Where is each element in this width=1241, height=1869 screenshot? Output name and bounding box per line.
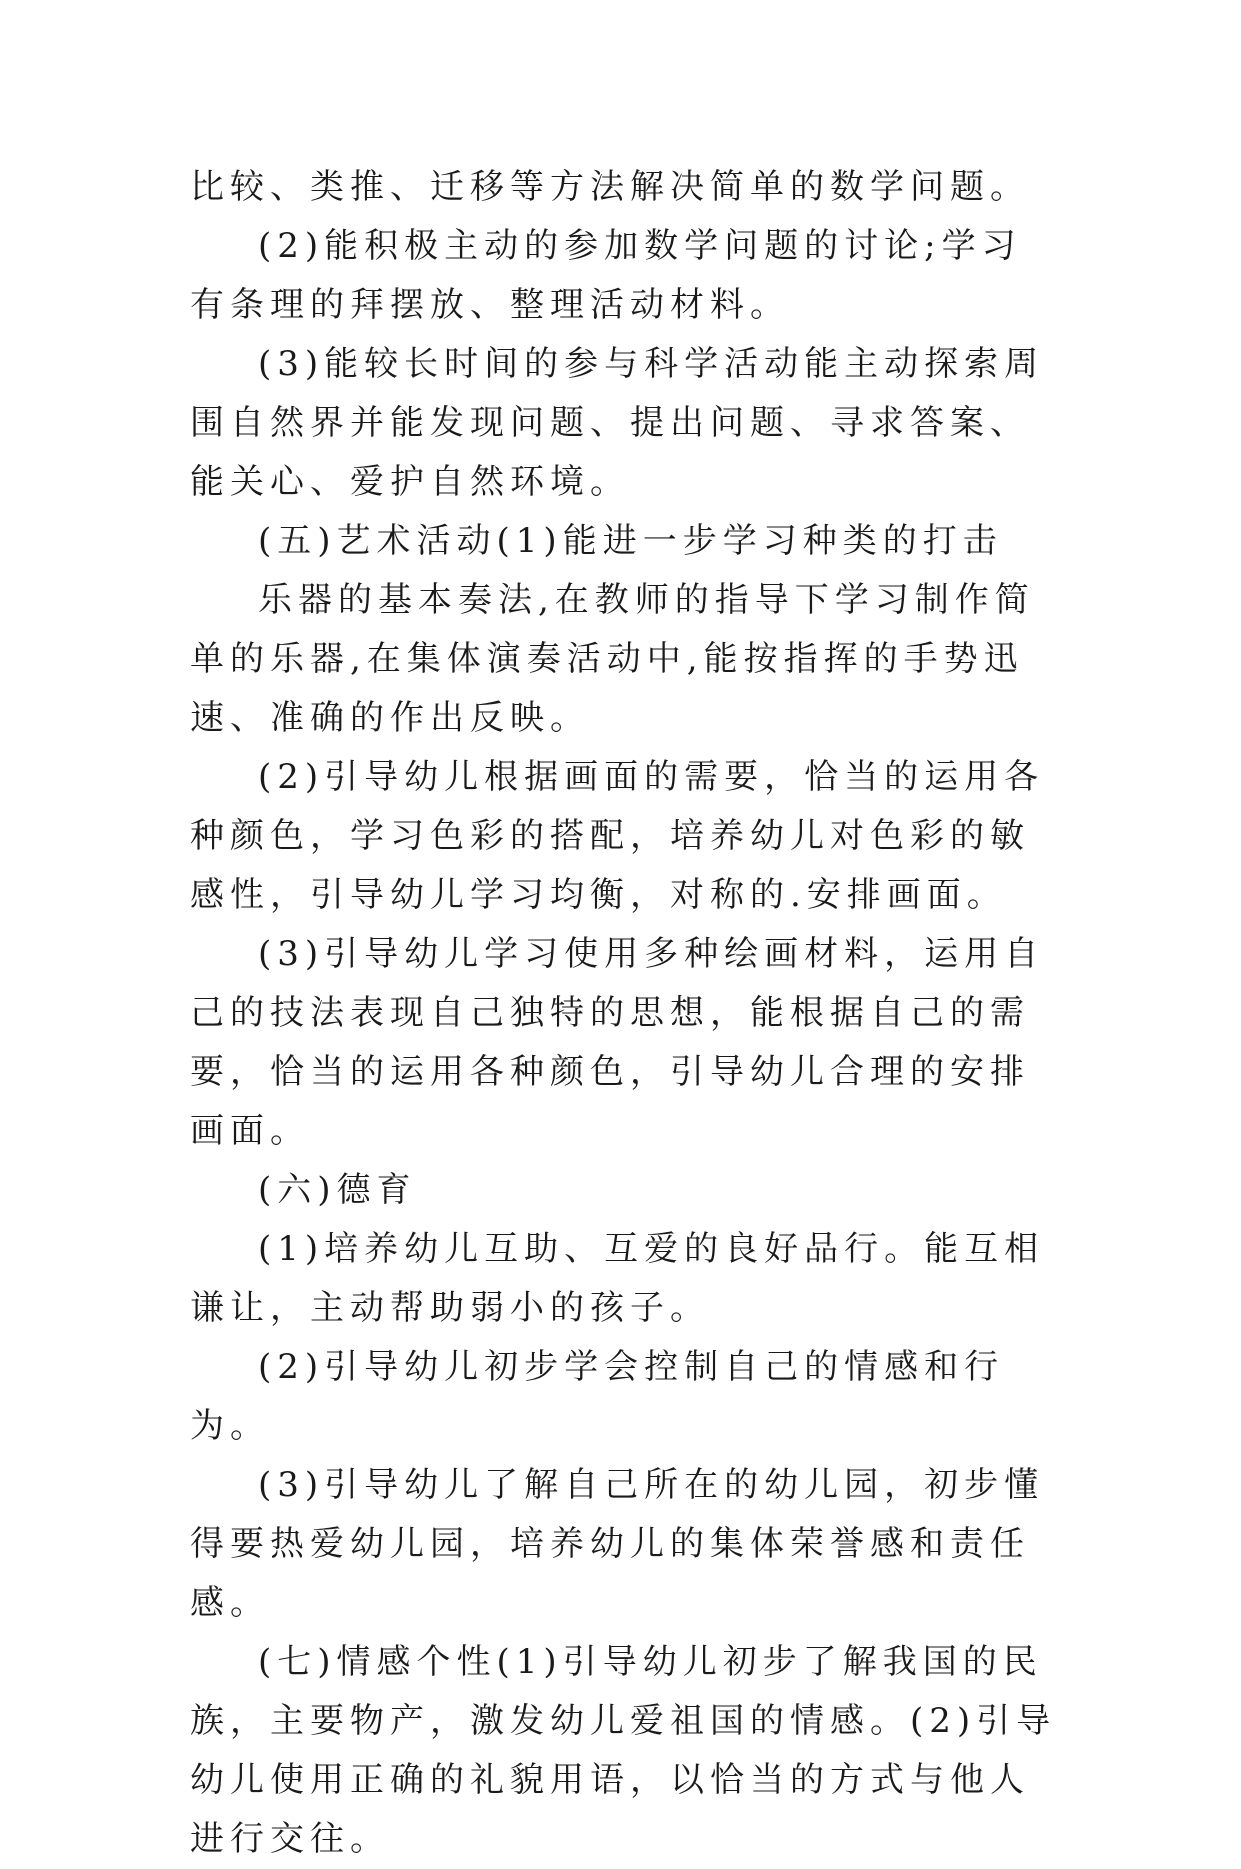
document-body: [190, 158, 1060, 1869]
paragraph-math-discussion: (2)能积极主动的参加数学问题的讨论;学习有条理的拜摆放、整理活动材料。: [190, 226, 1022, 325]
paragraph-self-control: (2)引导幼儿初步学会控制自己的情感和行为。: [190, 1347, 1005, 1446]
heading-moral-education: (六)德育: [258, 1170, 417, 1210]
paragraph-emotion-personality: (七)情感个性(1)引导幼儿初步了解我国的民族，主要物产，激发幼儿爱祖国的情感。(2)引导幼儿使用正确的礼貌用语，以恰当的方式与他人进行交往。: [190, 1642, 1057, 1859]
paragraph-instrument-playing: 乐器的基本奏法,在教师的指导下学习制作简单的乐器,在集体演奏活动中,能按指挥的手势迅速、准确的作出反映。: [190, 580, 1035, 738]
paragraph-science-activity: (3)能较长时间的参与科学活动能主动探索周围自然界并能发现问题、提出问题、寻求答案、能关心、爱护自然环境。: [190, 344, 1045, 502]
paragraph-kindergarten-love: (3)引导幼儿了解自己所在的幼儿园，初步懂得要热爱幼儿园，培养幼儿的集体荣誉感和责任感。: [190, 1465, 1045, 1623]
paragraph-color-use: (2)引导幼儿根据画面的需要，恰当的运用各种颜色，学习色彩的搭配，培养幼儿对色彩的敏感性，引导幼儿学习均衡，对称的.安排画面。: [190, 757, 1045, 915]
paragraph-math-methods: 比较、类推、迁移等方法解决简单的数学问题。: [190, 167, 1030, 207]
heading-art-activity: (五)艺术活动(1)能进一步学习种类的打击: [258, 521, 1003, 561]
paragraph-drawing-materials: (3)引导幼儿学习使用多种绘画材料，运用自己的技法表现自己独特的思想，能根据自己的需要，恰当的运用各种颜色，引导幼儿合理的安排画面。: [190, 934, 1045, 1151]
paragraph-mutual-help: (1)培养幼儿互助、互爱的良好品行。能互相谦让，主动帮助弱小的孩子。: [190, 1229, 1045, 1328]
